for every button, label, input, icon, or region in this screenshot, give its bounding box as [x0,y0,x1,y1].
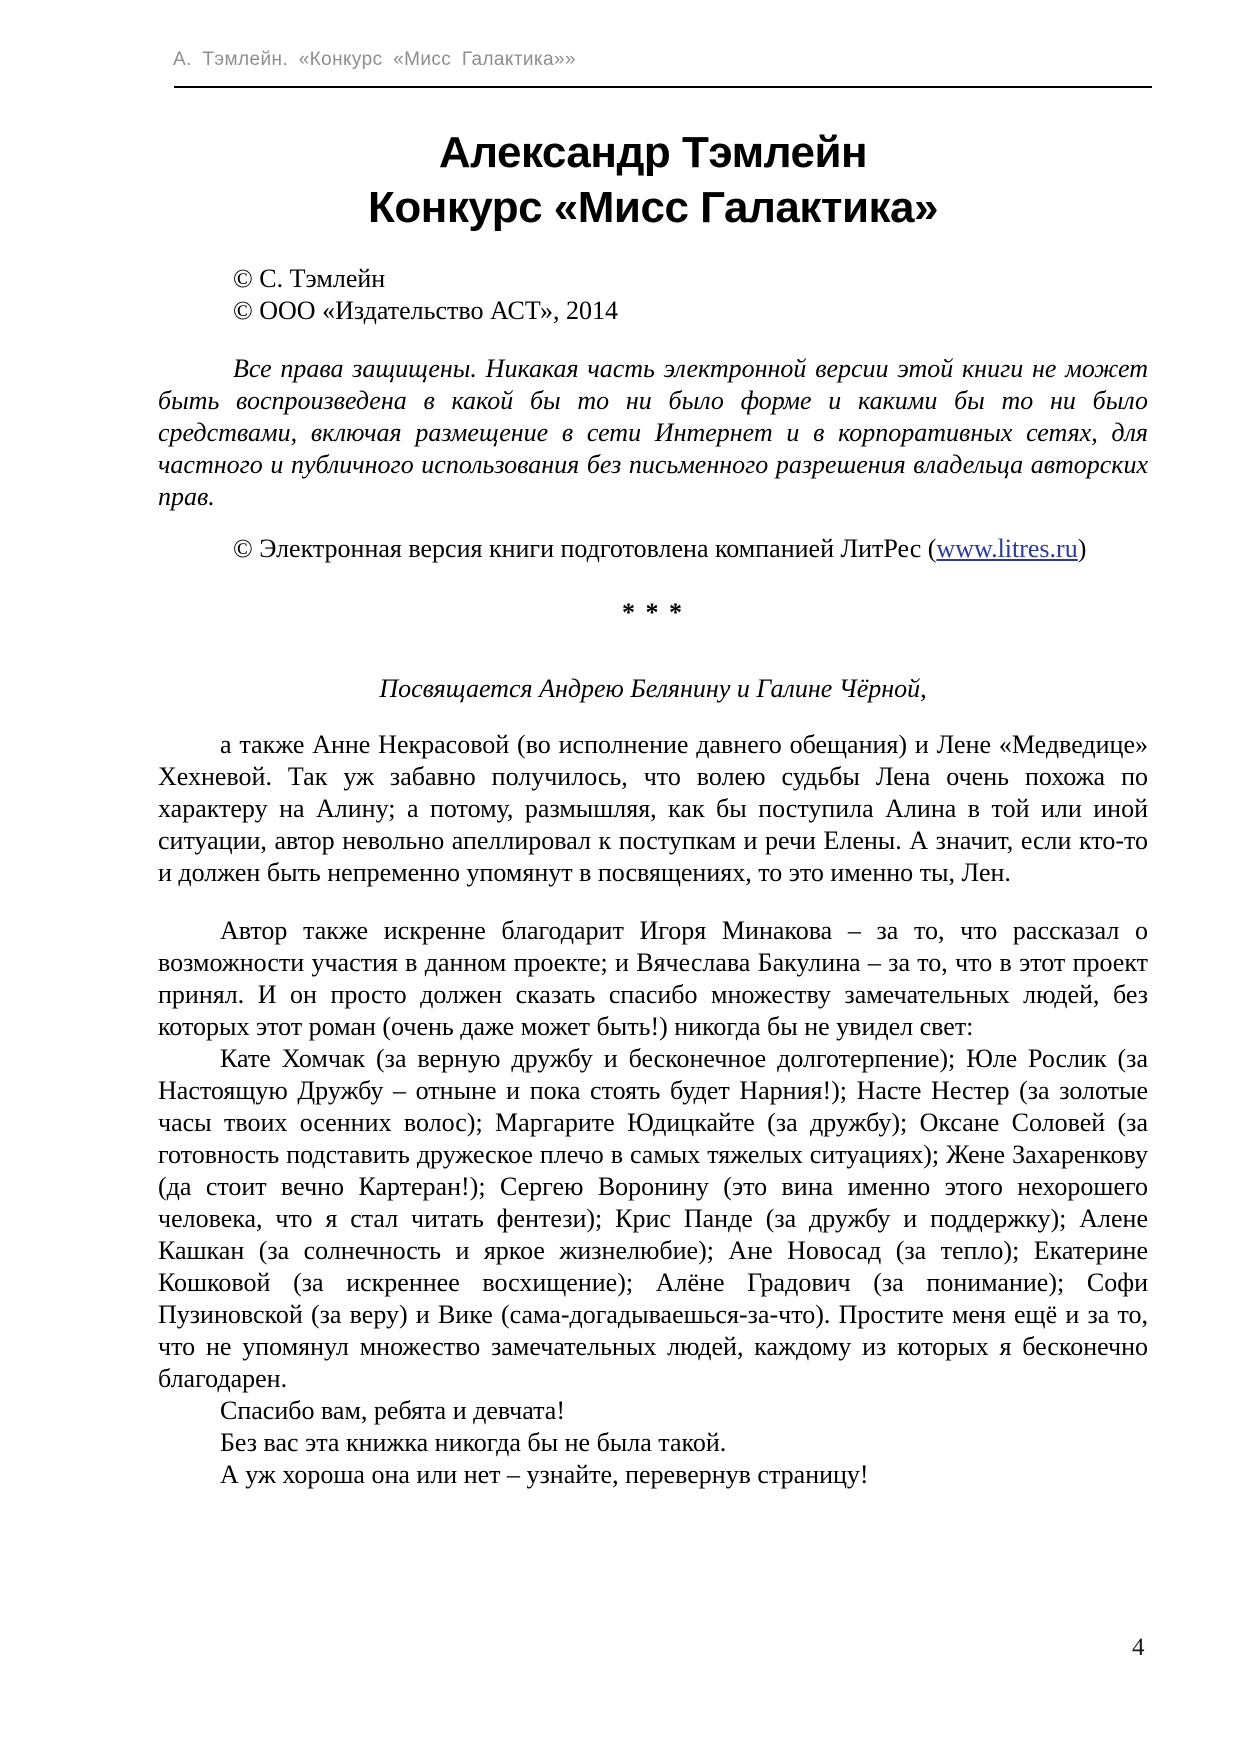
copyright-publisher-line: © ООО «Издательство АСТ», 2014 [233,296,619,325]
section-separator-stars: * * * [622,598,684,627]
page-content [158,125,1148,1491]
litres-credit-prefix: © Электронная версия книги подготовлена компанией ЛитРес ( [233,534,937,563]
body-text [158,729,1148,1491]
copyright-author-line: © С. Тэмлейн [233,264,386,293]
book-title-author: Александр Тэмлейн [438,128,868,177]
header-rule-divider [174,86,1152,88]
running-header: А. Тэмлейн. «Конкурс «Мисс Галактика»» [173,49,576,70]
paragraph-without-you: Без вас эта книжка никогда бы не была такой. [220,1428,727,1457]
paragraph-thanks: Спасибо вам, ребята и девчата! [220,1396,565,1425]
paragraph-turn-page: А уж хороша она или нет – узнайте, перевернув страницу! [220,1460,869,1489]
litres-link[interactable]: www.litres.ru [936,534,1078,563]
book-title-name: Конкурс «Мисс Галактика» [368,183,938,232]
paragraph-acknowledgements-intro: Автор также искренне благодарит Игоря Минакова – за то, что рассказал о возможности участия в данном проекте; и Вячеслава Бакулина – за то, что в этот проект принял. И он просто должен сказать спасибо множеству замечательных людей, без которых этот роман (очень даже может быть!) никогда бы не увидел свет: [158,916,1148,1041]
litres-credit-line [158,533,1148,565]
book-title [158,125,1148,235]
dedication-line: Посвящается Андрею Белянину и Галине Чёрной, [379,674,927,703]
copyright-block [158,263,1148,327]
paragraph-acknowledgements-list: Кате Хомчак (за верную дружбу и бесконечное долготерпение); Юле Рослик (за Настоящую Дружбу – отныне и пока стоять будет Нарния!); Насте Нестер (за золотые часы твоих осенних волос); Маргарите Юдицкайте (за дружбу); Оксане Соловей (за готовность подставить дружеское плечо в самых тяжелых ситуациях); Жене Захаренкову (да стоит вечно Картеран!); Сергею Воронину (это вина именно этого нехорошего человека, что я стал читать фентези); Крис Панде (за дружбу и поддержку); Алене Кашкан (за солнечность и яркое жизнелюбие); Ане Новосад (за тепло); Екатерине Кошковой (за искреннее восхищение); Алёне Градович (за понимание); Софи Пузиновской (за веру) и Вике (сама-догадываешься-за-что). Простите меня ещё и за то, что не упомянул множество замечательных людей, каждому из которых я бесконечно благодарен. [158,1044,1148,1393]
page-number: 4 [1132,1634,1145,1661]
paragraph-dedication-continued: а также Анне Некрасовой (во исполнение давнего обещания) и Лене «Медведице» Хехневой. Так уж забавно получилось, что волею судьбы Лена очень похожа по характеру на Алину; а потому, размышляя, как бы поступила Алина в той или иной ситуации, автор невольно апеллировал к поступкам и речи Елены. А значит, если кто-то и должен быть непременно упомянут в посвящениях, то это именно ты, Лен. [158,730,1148,887]
rights-notice: Все права защищены. Никакая часть электронной версии этой книги не может быть воспроизведена в какой бы то ни было форме и какими бы то ни было средствами, включая размещение в сети Интернет и в корпоративных сетях, для частного и публичного использования без письменного разрешения владельца авторских прав. [158,354,1148,511]
litres-credit-suffix: ) [1077,534,1087,563]
